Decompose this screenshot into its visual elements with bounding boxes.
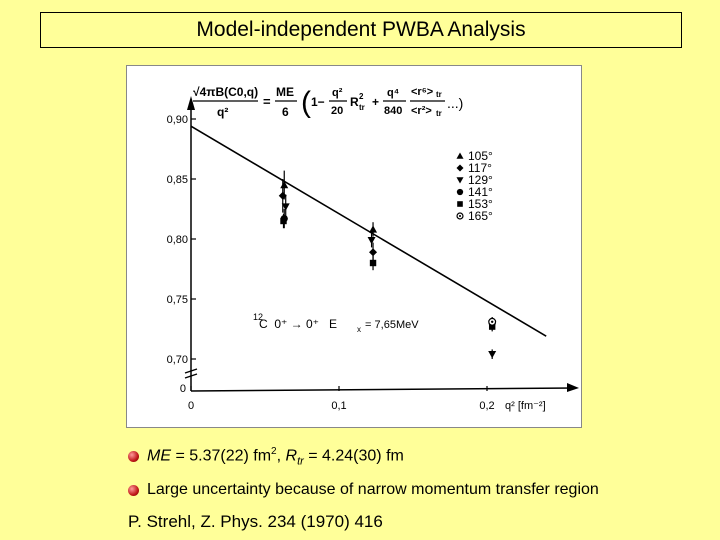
formula-t2-rnum-sub: tr bbox=[436, 90, 442, 99]
chart-frame bbox=[126, 65, 582, 428]
formula-t2-rden: <r²> bbox=[411, 105, 432, 117]
legend-marker bbox=[457, 165, 464, 172]
legend-label: 153° bbox=[468, 197, 493, 211]
legend-marker bbox=[457, 189, 463, 195]
formula-t1-num: q² bbox=[332, 87, 343, 99]
bullet-me-rtr bbox=[128, 446, 404, 468]
data-point-129deg bbox=[368, 237, 376, 244]
y-tick-label: 0,75 bbox=[166, 294, 188, 306]
bullet-me-text: ME = 5.37(22) $fm^2$, $R_{tr} = 4.24(30)$ fm bbox=[147, 446, 404, 468]
x-tick-label: 0,1 bbox=[331, 400, 347, 412]
legend-label: 117° bbox=[468, 161, 492, 175]
formula-paren: ( bbox=[301, 86, 311, 119]
x-tick-label: 0 bbox=[187, 400, 195, 412]
citation: P. Strehl, Z. Phys. 234 (1970) 416 bbox=[128, 512, 383, 531]
formula-lhs-num: √4πB(C0,q) bbox=[193, 85, 259, 99]
y-tick-label: 0,70 bbox=[166, 354, 188, 366]
data-point-129deg bbox=[488, 351, 496, 358]
formula-one-minus: 1− bbox=[311, 95, 325, 109]
x-axis-line bbox=[191, 388, 575, 391]
bullet-icon bbox=[128, 485, 139, 496]
data-point-105deg bbox=[369, 225, 377, 232]
legend-label: 141° bbox=[468, 185, 493, 199]
legend-label: 165° bbox=[468, 209, 493, 223]
data-point-165deg bbox=[489, 318, 496, 325]
y-zero-label: 0 bbox=[179, 383, 186, 395]
fit-line bbox=[191, 126, 546, 336]
formula-plus: + bbox=[372, 95, 380, 109]
formula-t1-sup: 2 bbox=[359, 92, 364, 101]
data-point-153deg bbox=[370, 260, 376, 266]
scatter-chart bbox=[127, 66, 581, 427]
formula-t1-den: 20 bbox=[331, 105, 344, 117]
formula-t1-r: R bbox=[350, 95, 359, 109]
bullet-uncertainty bbox=[128, 481, 599, 499]
formula-tail: ...) bbox=[447, 95, 464, 111]
formula-me-num: ME bbox=[276, 85, 294, 99]
formula-t2-den: 840 bbox=[384, 105, 403, 117]
legend-label: 129° bbox=[468, 173, 493, 187]
transition-label: C 0⁺ → 0⁺ E bbox=[259, 317, 338, 331]
transition-mass-number: 12 bbox=[253, 312, 264, 322]
legend-label: 105° bbox=[468, 149, 493, 163]
transition-sub: x bbox=[357, 325, 361, 334]
y-tick-label: 0,80 bbox=[166, 234, 188, 246]
y-tick-label: 0,85 bbox=[166, 174, 188, 186]
data-point-153deg bbox=[280, 218, 286, 224]
legend-marker bbox=[457, 177, 464, 183]
x-axis-arrow bbox=[567, 383, 579, 392]
formula-t2-rnum: <r⁶> bbox=[411, 86, 434, 98]
bullet-icon bbox=[128, 451, 139, 462]
legend-marker bbox=[457, 153, 464, 159]
legend-marker bbox=[457, 213, 463, 219]
formula-t1-sub: tr bbox=[359, 103, 365, 112]
bullet-uncertainty-text: Large uncertainty because of narrow momentum transfer region bbox=[147, 481, 599, 498]
slide-title bbox=[40, 12, 682, 48]
formula-me-den: 6 bbox=[282, 105, 289, 119]
x-tick-label: 0,2 bbox=[479, 400, 495, 412]
formula-t2-rden-sub: tr bbox=[436, 109, 442, 118]
transition-value: = 7,65MeV bbox=[362, 319, 419, 331]
data-point-117deg bbox=[369, 248, 377, 256]
legend-marker bbox=[457, 201, 463, 207]
formula-lhs-den: q² bbox=[217, 105, 229, 119]
slide-title-text: Model-independent PWBA Analysis bbox=[196, 18, 526, 41]
formula-t2-num: q⁴ bbox=[387, 87, 400, 99]
formula-eq: = bbox=[263, 94, 271, 109]
x-axis-label: q² [fm⁻²] bbox=[505, 400, 546, 412]
y-tick-label: 0,90 bbox=[166, 114, 188, 126]
